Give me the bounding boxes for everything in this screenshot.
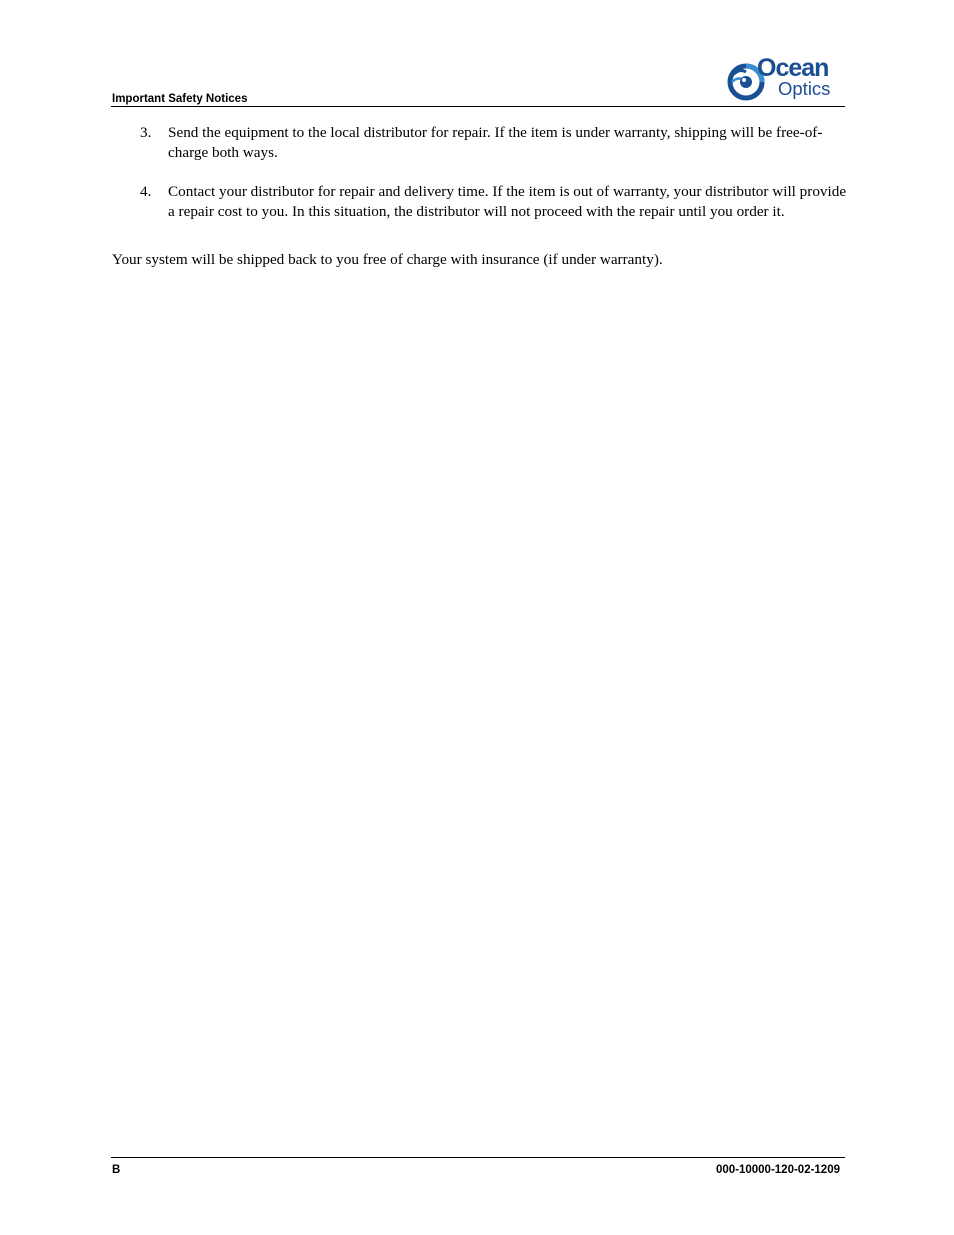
closing-paragraph: Your system will be shipped back to you free of charge with insurance (if under warranty). xyxy=(112,251,663,268)
running-header-title: Important Safety Notices xyxy=(112,93,248,105)
logo-wordmark-optics: Optics xyxy=(778,78,831,99)
list-item-number: 4. xyxy=(140,183,152,200)
footer-document-number: 000-10000-120-02-1209 xyxy=(715,1164,840,1176)
list-item-text: Send the equipment to the local distributor for repair. If the item is under warranty, shipping will be free-of-charge both ways. xyxy=(168,124,823,161)
list-item xyxy=(140,123,850,162)
list-item xyxy=(140,182,850,221)
footer-page-label: B xyxy=(112,1164,121,1176)
ocean-optics-logo xyxy=(726,54,846,106)
footer-divider xyxy=(111,1157,845,1158)
logo-wordmark-ocean: Ocean xyxy=(757,54,829,82)
header-divider xyxy=(111,106,845,107)
list-item-number: 3. xyxy=(140,124,152,141)
list-item-text: Contact your distributor for repair and delivery time. If the item is out of warranty, your distributor will provide a repair cost to you. In this situation, the distributor will not proceed with the repair until you order it. xyxy=(168,183,847,220)
